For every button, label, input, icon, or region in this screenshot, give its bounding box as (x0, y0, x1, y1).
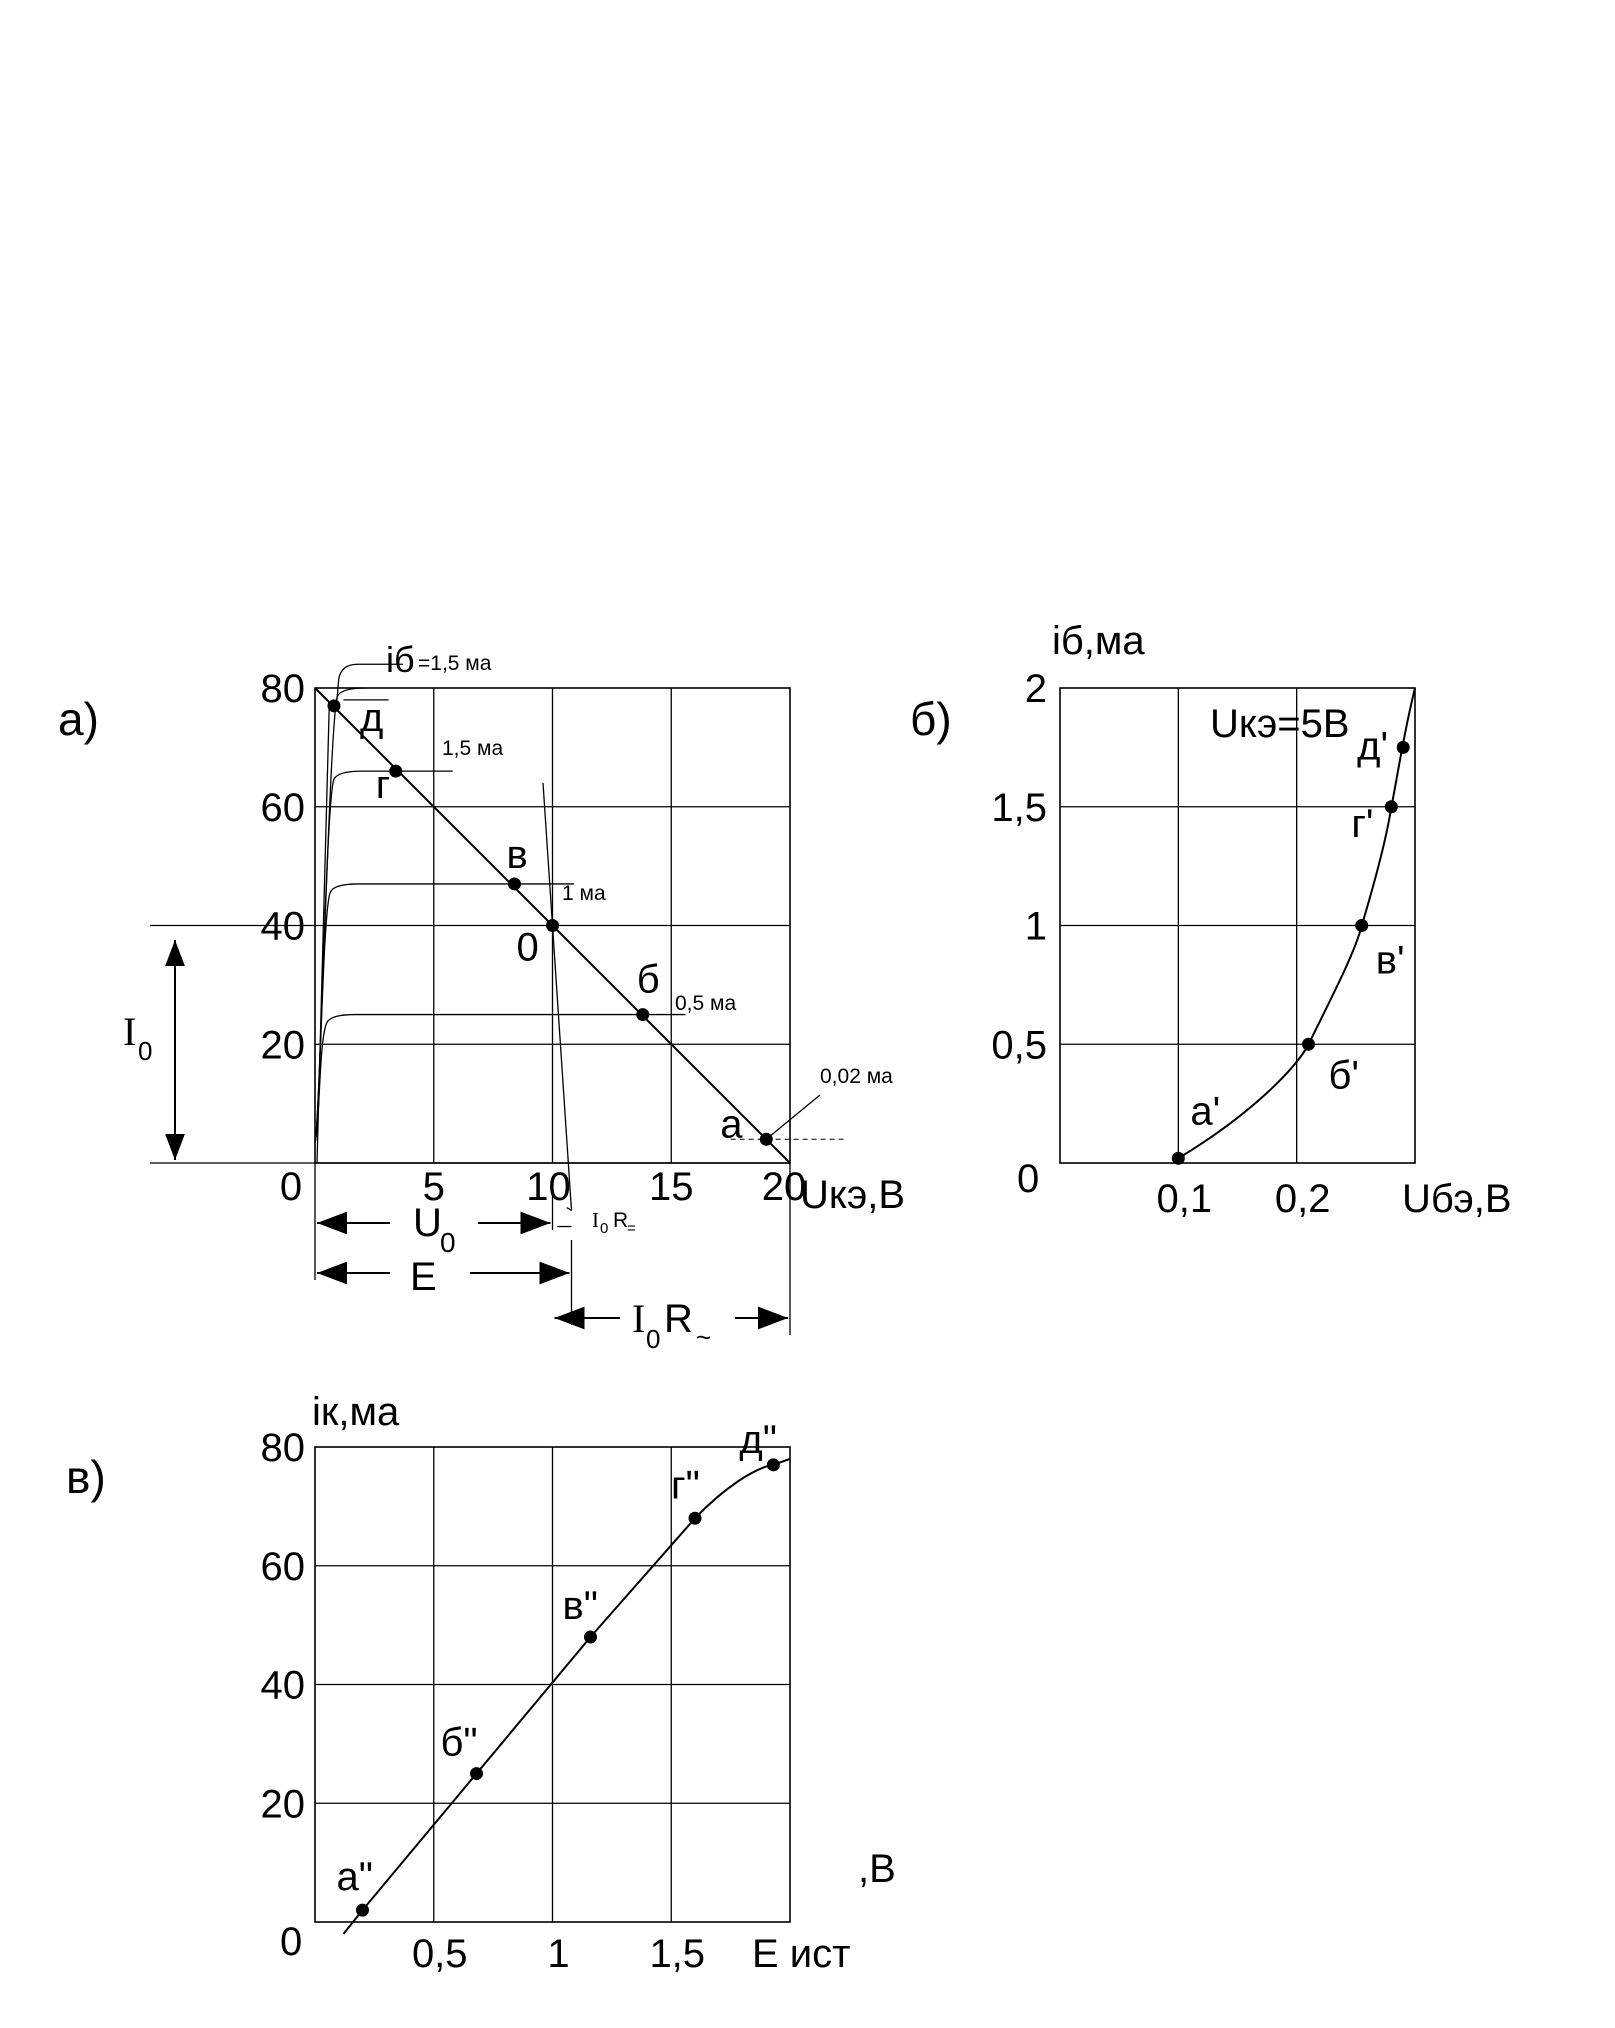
u0-arrow-left-head (317, 1212, 347, 1235)
panel-a-dc-load-line (543, 783, 572, 1211)
panel-b-point-label: д' (1357, 724, 1389, 769)
panel-a-x-tick: 10 (526, 1165, 571, 1209)
panel-c-point-label: б" (440, 1720, 478, 1765)
i0r-dc-subscript: 0 (600, 1220, 609, 1237)
panel-b-y-axis-label: iб,ма (1052, 619, 1145, 663)
panel-c-grid (315, 1447, 790, 1922)
panel-a-voltage-annotations (410, 1201, 711, 1354)
panel-b-point (1385, 800, 1398, 813)
panel-a-label: а) (58, 693, 99, 745)
i0r-ac-r: R (664, 1297, 693, 1341)
panel-b-point (1397, 741, 1410, 754)
panel-b (910, 619, 1512, 1221)
panel-b-point-label: а' (1190, 1089, 1221, 1134)
panel-a-point-label: 0 (516, 925, 539, 970)
panel-b-y-tick: 1 (1024, 904, 1047, 949)
panel-a-x-tick: 5 (422, 1165, 445, 1209)
panel-c-curve (344, 1459, 791, 1934)
i0-letter: I (123, 1009, 137, 1054)
panel-c-y-tick: 40 (260, 1663, 305, 1708)
panel-c-point (584, 1631, 597, 1644)
panel-a-base-current-curve (315, 688, 366, 1143)
panel-a-point (636, 1008, 649, 1021)
panel-b-point (1172, 1152, 1185, 1165)
panel-b-x-tick: 0,2 (1274, 1177, 1331, 1221)
panel-a-y-tick: 60 (260, 785, 305, 830)
panel-a-i0-annotation (123, 1009, 152, 1066)
panel-c (66, 1390, 896, 1976)
panel-c-y-tick: 20 (260, 1782, 305, 1827)
panel-c-transfer-curve (344, 1459, 791, 1934)
panel-a-point (328, 699, 341, 712)
panel-c-x-tick: 0,5 (411, 1932, 468, 1976)
panel-c-point-label: а" (336, 1855, 373, 1900)
panel-a-x-tick: 20 (761, 1165, 807, 1209)
panel-a-point (760, 1133, 773, 1146)
i0-arrow-down-head (165, 1134, 185, 1160)
u0-arrow-right-head (521, 1212, 551, 1235)
panel-b-ticks (991, 667, 1330, 1221)
panel-c-y-tick: 60 (260, 1544, 305, 1589)
i0-arrow-up-head (165, 940, 185, 966)
panel-b-x-tick: 0,1 (1156, 1177, 1213, 1221)
panel-c-ticks (261, 1426, 706, 1976)
panel-b-x-axis-label: Uбэ,В (1402, 1177, 1512, 1221)
panel-a-curve-labels (336, 652, 893, 1139)
panel-c-x-axis-label: Е ист (752, 1932, 851, 1976)
panel-c-point (356, 1904, 369, 1917)
panel-a-y-tick: 80 (260, 667, 305, 711)
panel-c-origin-label: 0 (280, 1920, 303, 1964)
panel-a-ib-symbol: iб (386, 639, 415, 680)
panel-b-y-tick: 0,5 (991, 1023, 1047, 1068)
panel-a-point-label: б (636, 957, 660, 1002)
panel-a-leader-002 (766, 1095, 820, 1139)
panel-a-curve-label: =1,5 ма (418, 652, 492, 675)
panel-a-curve-label: 0,02 ма (820, 1065, 893, 1088)
i0r-ac-arrow-left-head (555, 1307, 585, 1330)
panel-a-base-current-curve (315, 771, 453, 1143)
panel-c-x-axis-unit: ,В (858, 1847, 896, 1891)
panel-a-y-tick: 20 (260, 1023, 305, 1068)
panel-a-base-current-curve (315, 1015, 686, 1143)
panel-a-point-label: в (506, 832, 528, 877)
panel-c-point-label: г" (671, 1463, 700, 1508)
panel-a-y-tick: 40 (260, 904, 305, 949)
panel-a-curve-label: 1 ма (562, 882, 606, 905)
panel-c-point-label: д" (739, 1417, 777, 1462)
panel-a-x-tick: 0 (279, 1165, 303, 1209)
panel-a-curve-label: 1,5 ма (442, 737, 504, 760)
i0r-ac-r-subscript: ~ (696, 1322, 712, 1352)
i0r-ac-arrow-right-head (758, 1307, 788, 1330)
panel-a-point (546, 919, 559, 932)
e-arrow-right-head (540, 1262, 570, 1285)
i0r-dc-r-subscript: = (627, 1220, 636, 1237)
panel-a-point-label: а (720, 1102, 743, 1147)
u0-subscript: 0 (440, 1227, 456, 1258)
panel-b-point (1355, 919, 1368, 932)
panel-b-point-label: б' (1328, 1053, 1360, 1098)
panel-b-y-tick: 1,5 (991, 785, 1047, 830)
i0r-ac-letter: I (632, 1296, 646, 1341)
panel-b-origin-label: 0 (1017, 1157, 1040, 1201)
panel-a-x-axis-label: Uкэ,В (800, 1173, 906, 1217)
panel-c-x-tick: 1 (547, 1932, 570, 1976)
u0-letter: U (413, 1201, 442, 1245)
panel-a-curve-label: 0,5 ма (675, 992, 737, 1015)
panel-a-point-label: д (360, 695, 384, 740)
i0r-dc-letter: I (592, 1208, 599, 1232)
panel-c-point (470, 1767, 483, 1780)
e-letter: E (410, 1255, 437, 1299)
panel-a-base-current-curve (315, 884, 574, 1143)
panel-b-label: б) (910, 693, 952, 745)
panel-a-saturation-line (317, 706, 329, 1163)
i0r-ac-subscript: 0 (646, 1324, 661, 1354)
panel-b-point (1302, 1038, 1315, 1051)
i0-subscript: 0 (138, 1036, 153, 1066)
panel-c-label: в) (66, 1451, 106, 1503)
panel-b-point-label: г' (1351, 801, 1374, 846)
panel-b-points (1172, 724, 1410, 1164)
panel-b-point-label: в' (1375, 938, 1405, 983)
panel-c-point-label: в" (562, 1584, 598, 1628)
i0r-dc-r: R (613, 1209, 629, 1232)
panel-b-y-tick: 2 (1024, 667, 1047, 711)
e-arrow-left-head (317, 1262, 347, 1285)
panel-c-point (689, 1512, 702, 1525)
panel-c-x-tick: 1,5 (649, 1932, 706, 1976)
panel-b-condition: Uкэ=5В (1210, 702, 1350, 746)
panel-a (58, 639, 905, 1354)
panel-a-point (508, 877, 521, 890)
panel-a-point-label: г (375, 763, 391, 808)
panel-c-y-tick: 80 (260, 1426, 305, 1470)
panel-a-point (389, 765, 402, 778)
panel-c-points (337, 1418, 780, 1917)
panel-a-x-tick: 15 (649, 1165, 694, 1209)
panel-c-y-axis-label: iк,ма (312, 1390, 400, 1434)
